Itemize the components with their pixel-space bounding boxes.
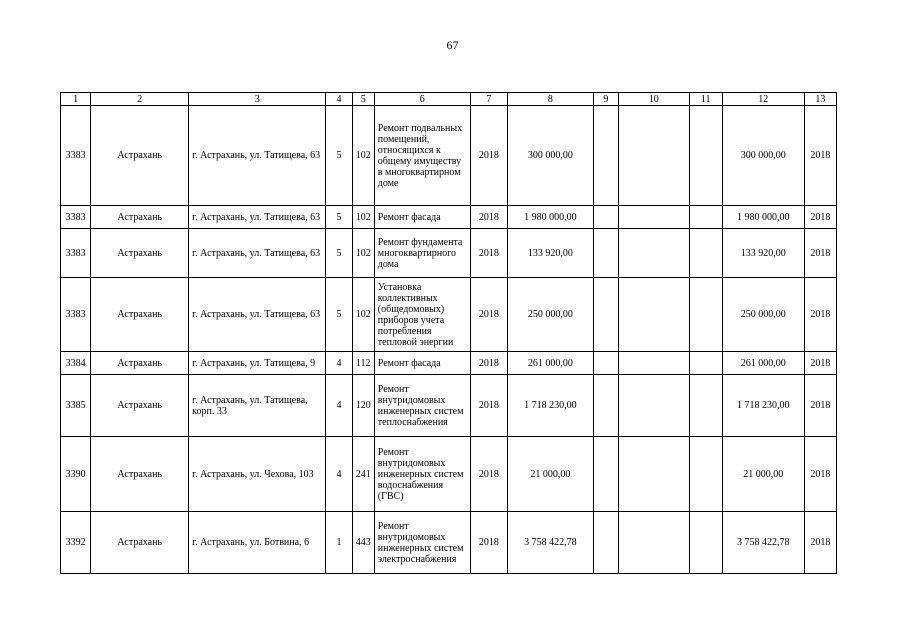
row-end-year: 2018 [804, 278, 836, 352]
row-year: 2018 [470, 106, 507, 206]
row-total: 300 000,00 [722, 106, 804, 206]
row-total: 1 718 230,00 [722, 375, 804, 437]
row-address: г. Астрахань, ул. Татищева, 63 [189, 106, 326, 206]
row-col9 [593, 229, 618, 278]
page-number: 67 [446, 38, 459, 52]
row-floors: 5 [326, 206, 352, 229]
row-year: 2018 [470, 206, 507, 229]
row-col11 [689, 512, 722, 574]
row-year: 2018 [470, 229, 507, 278]
table-row [61, 278, 837, 352]
row-address: г. Астрахань, ул. Татищева, 63 [189, 229, 326, 278]
column-number: 2 [91, 93, 189, 106]
row-address: г. Астрахань, ул. Ботвина, 6 [189, 512, 326, 574]
table-row [61, 375, 837, 437]
column-number-row [61, 93, 837, 106]
row-floors: 4 [326, 375, 352, 437]
row-house-no: 241 [352, 437, 374, 512]
row-total: 261 000,00 [722, 352, 804, 375]
row-city: Астрахань [91, 229, 189, 278]
row-col11 [689, 437, 722, 512]
row-address: г. Астрахань, ул. Татищева, корп. 33 [189, 375, 326, 437]
row-city: Астрахань [91, 375, 189, 437]
row-address: г. Астрахань, ул. Татищева, 63 [189, 278, 326, 352]
row-address: г. Астрахань, ул. Татищева, 9 [189, 352, 326, 375]
column-number: 11 [689, 93, 722, 106]
table-row [61, 106, 837, 206]
row-col11 [689, 206, 722, 229]
column-number: 9 [593, 93, 618, 106]
row-col10 [618, 352, 689, 375]
row-work-type: Ремонт фасада [374, 352, 470, 375]
row-year: 2018 [470, 278, 507, 352]
repair-register-table [60, 92, 837, 574]
row-col9 [593, 375, 618, 437]
row-col9 [593, 278, 618, 352]
row-house-no: 102 [352, 278, 374, 352]
row-col10 [618, 206, 689, 229]
column-number: 6 [374, 93, 470, 106]
column-number: 7 [470, 93, 507, 106]
row-city: Астрахань [91, 352, 189, 375]
row-work-type: Ремонт внутридомовых инженерных систем теплоснабжения [374, 375, 470, 437]
row-end-year: 2018 [804, 229, 836, 278]
row-col10 [618, 437, 689, 512]
row-work-type: Ремонт внутридомовых инженерных систем водоснабжения (ГВС) [374, 437, 470, 512]
row-col10 [618, 106, 689, 206]
row-id: 3385 [61, 375, 91, 437]
column-number: 5 [352, 93, 374, 106]
column-number: 10 [618, 93, 689, 106]
row-house-no: 443 [352, 512, 374, 574]
row-col9 [593, 352, 618, 375]
column-number: 13 [804, 93, 836, 106]
row-address: г. Астрахань, ул. Чехова, 103 [189, 437, 326, 512]
row-floors: 5 [326, 229, 352, 278]
row-floors: 4 [326, 437, 352, 512]
row-work-type: Ремонт подвальных помещений, относящихся к общему имуществу в многоквартирном доме [374, 106, 470, 206]
row-floors: 5 [326, 278, 352, 352]
table-row [61, 206, 837, 229]
row-col11 [689, 375, 722, 437]
row-end-year: 2018 [804, 512, 836, 574]
row-end-year: 2018 [804, 106, 836, 206]
row-col9 [593, 512, 618, 574]
row-work-type: Ремонт внутридомовых инженерных систем электроснабжения [374, 512, 470, 574]
table-row [61, 512, 837, 574]
row-city: Астрахань [91, 437, 189, 512]
row-year: 2018 [470, 512, 507, 574]
row-house-no: 120 [352, 375, 374, 437]
row-id: 3384 [61, 352, 91, 375]
row-year: 2018 [470, 375, 507, 437]
table-row [61, 229, 837, 278]
row-col11 [689, 106, 722, 206]
row-end-year: 2018 [804, 206, 836, 229]
row-col10 [618, 512, 689, 574]
row-total: 1 980 000,00 [722, 206, 804, 229]
column-number: 1 [61, 93, 91, 106]
column-number: 12 [722, 93, 804, 106]
row-year: 2018 [470, 352, 507, 375]
row-city: Астрахань [91, 206, 189, 229]
row-total: 250 000,00 [722, 278, 804, 352]
row-floors: 1 [326, 512, 352, 574]
row-city: Астрахань [91, 512, 189, 574]
row-cost: 1 980 000,00 [507, 206, 593, 229]
row-cost: 300 000,00 [507, 106, 593, 206]
row-year: 2018 [470, 437, 507, 512]
table-row [61, 437, 837, 512]
row-work-type: Ремонт фундамента многоквартирного дома [374, 229, 470, 278]
row-total: 3 758 422,78 [722, 512, 804, 574]
column-number: 3 [189, 93, 326, 106]
row-col10 [618, 229, 689, 278]
row-id: 3390 [61, 437, 91, 512]
row-col10 [618, 375, 689, 437]
row-end-year: 2018 [804, 437, 836, 512]
row-address: г. Астрахань, ул. Татищева, 63 [189, 206, 326, 229]
row-work-type: Установка коллективных (общедомовых) приборов учета потребления тепловой энергии [374, 278, 470, 352]
row-total: 21 000,00 [722, 437, 804, 512]
row-cost: 261 000,00 [507, 352, 593, 375]
row-house-no: 102 [352, 106, 374, 206]
column-number: 8 [507, 93, 593, 106]
row-id: 3392 [61, 512, 91, 574]
row-cost: 133 920,00 [507, 229, 593, 278]
row-house-no: 102 [352, 229, 374, 278]
row-work-type: Ремонт фасада [374, 206, 470, 229]
row-id: 3383 [61, 206, 91, 229]
row-cost: 21 000,00 [507, 437, 593, 512]
row-col11 [689, 229, 722, 278]
row-cost: 3 758 422,78 [507, 512, 593, 574]
row-col9 [593, 106, 618, 206]
row-cost: 250 000,00 [507, 278, 593, 352]
row-col11 [689, 278, 722, 352]
row-city: Астрахань [91, 106, 189, 206]
row-house-no: 102 [352, 206, 374, 229]
row-house-no: 112 [352, 352, 374, 375]
table-row [61, 352, 837, 375]
row-end-year: 2018 [804, 352, 836, 375]
row-col11 [689, 352, 722, 375]
row-col9 [593, 437, 618, 512]
row-total: 133 920,00 [722, 229, 804, 278]
row-col9 [593, 206, 618, 229]
row-id: 3383 [61, 229, 91, 278]
row-cost: 1 718 230,00 [507, 375, 593, 437]
row-city: Астрахань [91, 278, 189, 352]
column-number: 4 [326, 93, 352, 106]
row-id: 3383 [61, 106, 91, 206]
row-id: 3383 [61, 278, 91, 352]
row-col10 [618, 278, 689, 352]
row-end-year: 2018 [804, 375, 836, 437]
row-floors: 5 [326, 106, 352, 206]
row-floors: 4 [326, 352, 352, 375]
